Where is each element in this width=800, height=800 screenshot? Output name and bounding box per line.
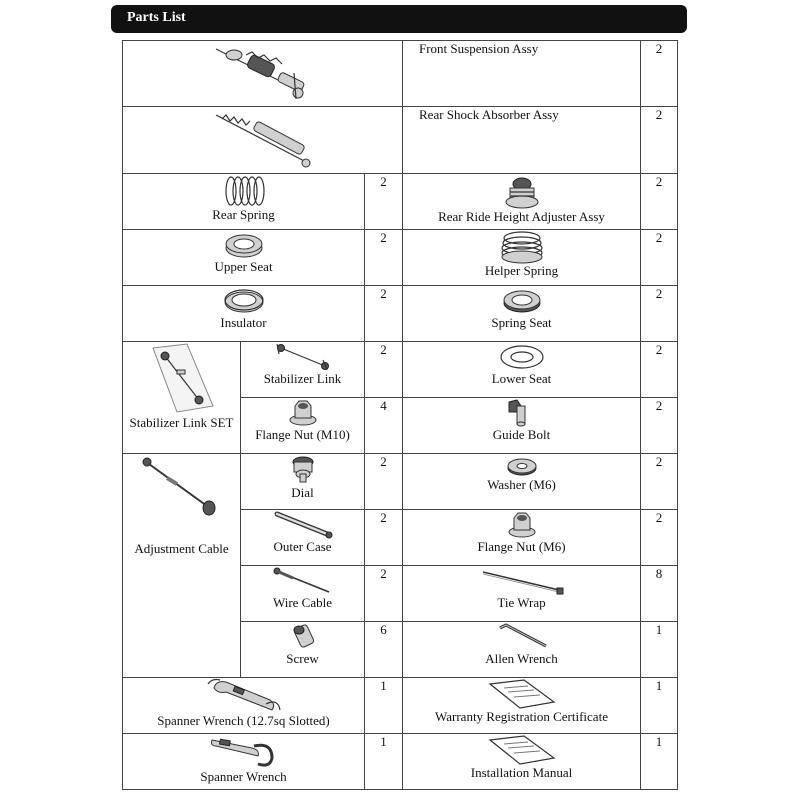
rear-spring-icon — [217, 174, 271, 208]
rear-shock-qty: 2 — [655, 107, 663, 122]
spring-seat-label: Spring Seat — [491, 315, 552, 330]
spanner-label: Spanner Wrench — [200, 769, 287, 784]
dial-icon — [289, 454, 317, 486]
flange-nut-m10-qty: 4 — [380, 398, 387, 413]
outer-case-cell — [241, 510, 365, 566]
flange-nut-m10-cell — [241, 398, 365, 454]
spring-seat-cell — [403, 286, 641, 342]
dial-qty: 2 — [380, 454, 387, 469]
outer-case-qty: 2 — [380, 510, 387, 525]
washer-m6-qty-cell — [641, 454, 678, 510]
adjustment-cable-label: Adjustment Cable — [134, 541, 229, 556]
ride-height-adjuster-label: Rear Ride Height Adjuster Assy — [438, 209, 605, 224]
flange-nut-m6-label: Flange Nut (M6) — [477, 539, 566, 554]
ride-height-adjuster-cell — [403, 174, 641, 230]
guide-bolt-cell — [403, 398, 641, 454]
ride-height-adjuster-qty-cell — [641, 174, 678, 230]
allen-wrench-qty-cell — [641, 622, 678, 678]
upper-seat-icon — [222, 230, 266, 260]
parts-list-header — [111, 5, 687, 33]
allen-wrench-label: Allen Wrench — [485, 651, 558, 666]
warranty-label: Warranty Registration Certificate — [435, 709, 608, 724]
upper-seat-qty: 2 — [380, 230, 387, 245]
adjustment-cable-cell — [123, 454, 241, 678]
lower-seat-qty-cell — [641, 342, 678, 398]
manual-qty-cell — [641, 734, 678, 790]
upper-seat-qty-cell — [365, 230, 403, 286]
front-suspension-name-cell — [403, 41, 641, 107]
lower-seat-icon — [498, 342, 546, 372]
stabilizer-link-icon — [273, 342, 333, 372]
stabilizer-link-qty: 2 — [380, 342, 387, 357]
insulator-qty-cell — [365, 286, 403, 342]
table-row — [123, 342, 678, 398]
spanner-slotted-cell — [123, 678, 365, 734]
helper-spring-qty-cell — [641, 230, 678, 286]
spanner-qty: 1 — [380, 734, 387, 749]
guide-bolt-qty-cell — [641, 398, 678, 454]
tie-wrap-icon — [477, 566, 567, 596]
parts-table — [122, 40, 678, 790]
stabilizer-set-label: Stabilizer Link SET — [129, 415, 234, 430]
warranty-cell — [403, 678, 641, 734]
rear-shock-image-cell — [123, 107, 403, 174]
dial-qty-cell — [365, 454, 403, 510]
ride-height-adjuster-qty: 2 — [655, 174, 663, 189]
table-row — [123, 678, 678, 734]
helper-spring-label: Helper Spring — [484, 263, 559, 278]
screw-qty-cell — [365, 622, 403, 678]
insulator-qty: 2 — [380, 286, 387, 301]
ride-height-adjuster-icon — [502, 174, 542, 210]
allen-wrench-cell — [403, 622, 641, 678]
flange-nut-m6-cell — [403, 510, 641, 566]
warranty-qty: 1 — [655, 678, 663, 693]
document-icon — [484, 678, 560, 710]
spring-seat-qty-cell — [641, 286, 678, 342]
allen-wrench-qty: 1 — [655, 622, 663, 637]
rear-spring-cell — [123, 174, 365, 230]
outer-case-label: Outer Case — [273, 539, 332, 554]
insulator-cell — [123, 286, 365, 342]
upper-seat-cell — [123, 230, 365, 286]
spanner-slotted-qty: 1 — [380, 678, 387, 693]
flange-nut-m10-label: Flange Nut (M10) — [255, 427, 350, 442]
spanner-qty-cell — [365, 734, 403, 790]
front-suspension-icon — [208, 41, 318, 103]
guide-bolt-label: Guide Bolt — [492, 427, 551, 442]
washer-m6-label: Washer (M6) — [487, 477, 556, 492]
upper-seat-label: Upper Seat — [214, 259, 273, 274]
adjustment-cable-icon — [137, 454, 227, 524]
spanner-slotted-qty-cell — [365, 678, 403, 734]
page-title: Parts List — [127, 10, 186, 25]
washer-m6-qty: 2 — [655, 454, 663, 469]
guide-bolt-icon — [505, 398, 539, 428]
rear-spring-qty: 2 — [380, 174, 387, 189]
dial-label: Dial — [291, 485, 314, 500]
stabilizer-link-cell — [241, 342, 365, 398]
spring-seat-icon — [500, 286, 544, 316]
manual-cell — [403, 734, 641, 790]
table-row — [123, 174, 678, 230]
rear-shock-qty-cell — [641, 107, 678, 174]
spanner-wrench-icon — [206, 678, 282, 714]
wire-cable-icon — [271, 566, 335, 596]
table-row — [123, 286, 678, 342]
tie-wrap-qty-cell — [641, 566, 678, 622]
tie-wrap-label: Tie Wrap — [497, 595, 546, 610]
screw-icon — [288, 622, 318, 652]
insulator-label: Insulator — [220, 315, 267, 330]
table-row — [123, 41, 678, 107]
rear-spring-label: Rear Spring — [212, 207, 275, 222]
wire-cable-cell — [241, 566, 365, 622]
warranty-qty-cell — [641, 678, 678, 734]
flange-nut-m10-qty-cell — [365, 398, 403, 454]
document-icon — [484, 734, 560, 766]
flange-nut-m6-qty: 2 — [655, 510, 663, 525]
lower-seat-label: Lower Seat — [491, 371, 552, 386]
front-suspension-label: Front Suspension Assy — [419, 41, 539, 56]
rear-shock-icon — [208, 107, 318, 169]
manual-label: Installation Manual — [470, 765, 573, 780]
flange-nut-m6-qty-cell — [641, 510, 678, 566]
spring-seat-qty: 2 — [655, 286, 663, 301]
allen-wrench-icon — [492, 622, 552, 652]
front-suspension-qty-cell — [641, 41, 678, 107]
spanner-cell — [123, 734, 365, 790]
dial-cell — [241, 454, 365, 510]
rear-spring-qty-cell — [365, 174, 403, 230]
front-suspension-qty: 2 — [655, 41, 663, 56]
insulator-icon — [222, 286, 266, 316]
spanner-wrench-icon — [206, 734, 282, 770]
table-row — [123, 230, 678, 286]
table-row — [123, 107, 678, 174]
stabilizer-set-icon — [147, 342, 217, 416]
lower-seat-cell — [403, 342, 641, 398]
screw-label: Screw — [286, 651, 319, 666]
screw-cell — [241, 622, 365, 678]
table-row — [123, 454, 678, 510]
lower-seat-qty: 2 — [655, 342, 663, 357]
outer-case-qty-cell — [365, 510, 403, 566]
manual-qty: 1 — [655, 734, 663, 749]
rear-shock-name-cell — [403, 107, 641, 174]
washer-m6-cell — [403, 454, 641, 510]
front-suspension-image-cell — [123, 41, 403, 107]
helper-spring-cell — [403, 230, 641, 286]
wire-cable-qty: 2 — [380, 566, 387, 581]
outer-case-icon — [271, 510, 335, 540]
guide-bolt-qty: 2 — [655, 398, 663, 413]
stabilizer-link-qty-cell — [365, 342, 403, 398]
flange-nut-icon — [288, 398, 318, 428]
spanner-slotted-label: Spanner Wrench (12.7sq Slotted) — [157, 713, 330, 728]
tie-wrap-cell — [403, 566, 641, 622]
stabilizer-link-label: Stabilizer Link — [263, 371, 342, 386]
rear-shock-label: Rear Shock Absorber Assy — [419, 107, 559, 122]
stabilizer-set-cell — [123, 342, 241, 454]
table-row — [123, 734, 678, 790]
screw-qty: 6 — [380, 622, 387, 637]
washer-icon — [505, 454, 539, 478]
helper-spring-qty: 2 — [655, 230, 663, 245]
wire-cable-qty-cell — [365, 566, 403, 622]
flange-nut-icon — [507, 510, 537, 540]
wire-cable-label: Wire Cable — [272, 595, 333, 610]
helper-spring-icon — [498, 230, 546, 264]
tie-wrap-qty: 8 — [655, 566, 663, 581]
